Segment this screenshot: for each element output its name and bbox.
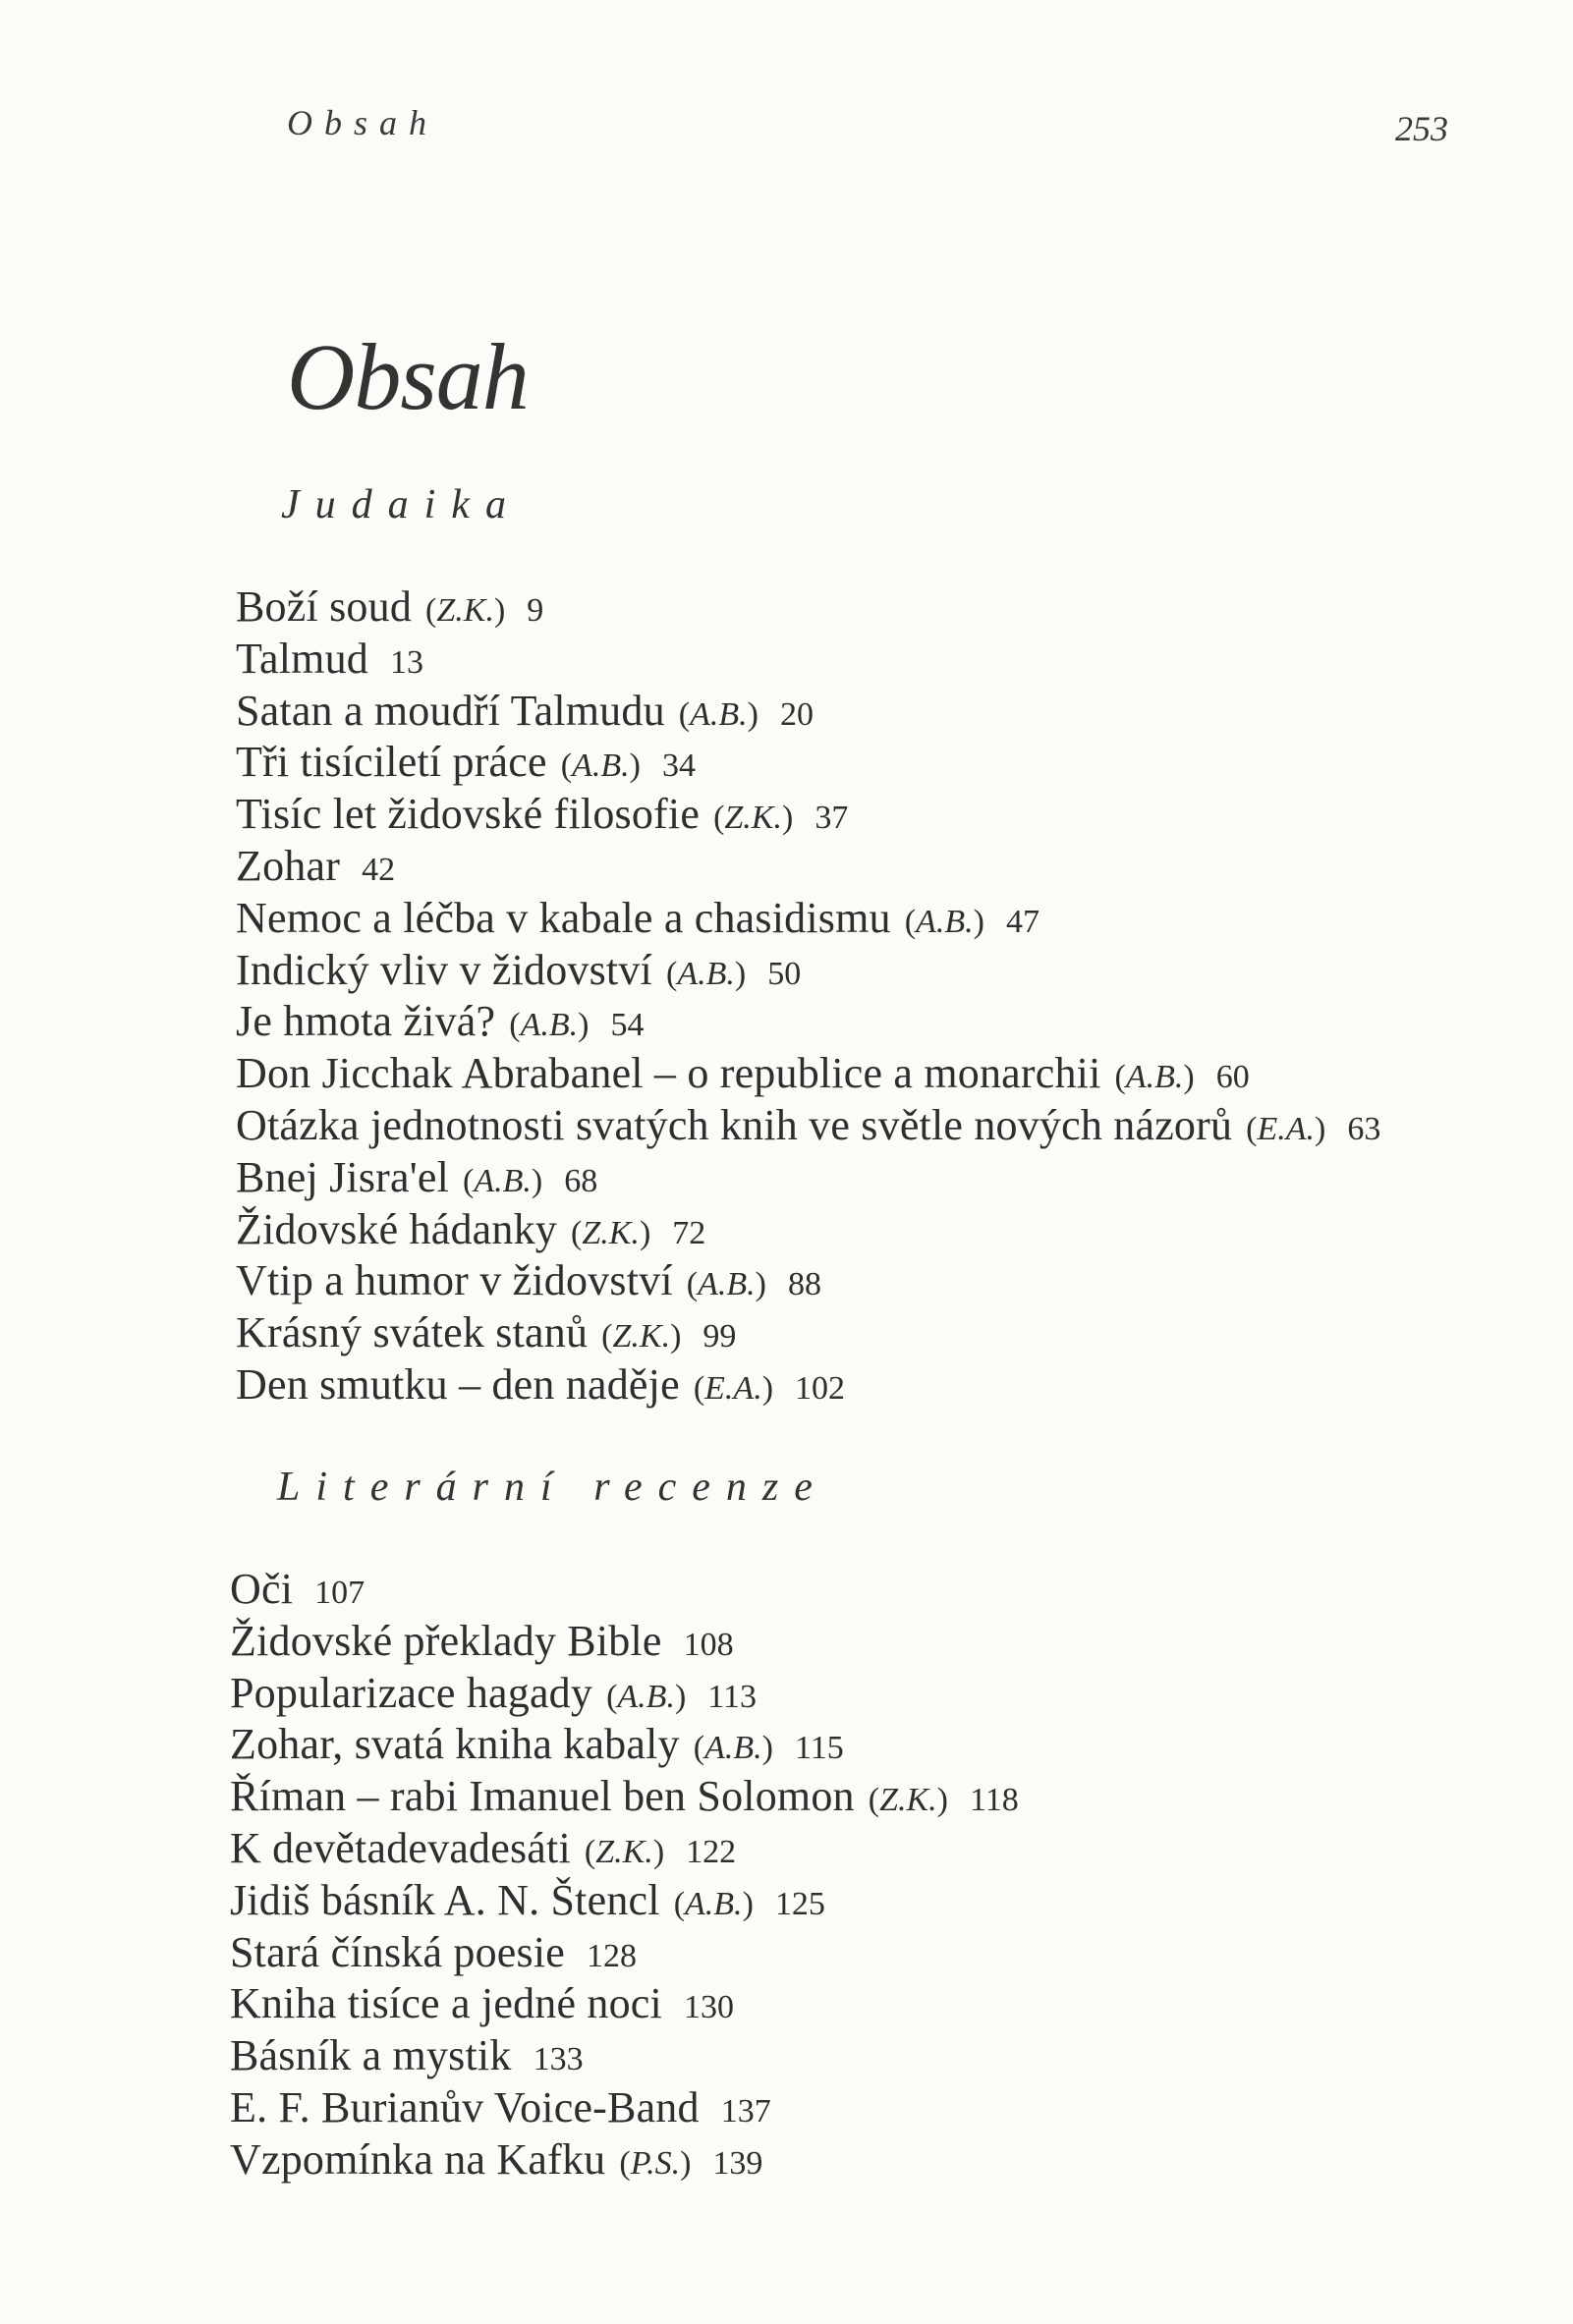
toc-entry-author-wrapper: (Z.K.) [584,1833,665,1870]
toc-entry [236,737,1380,789]
toc-entry-title: Boží soud [236,582,413,631]
toc-entry-title: Stará čínská poesie [230,1927,566,1976]
toc-entry-title: Popularizace hagady [230,1668,593,1717]
toc-entry-author-wrapper: (Z.K.) [425,592,506,629]
toc-entry-author: A.B. [690,695,748,733]
toc-entry [230,1927,1019,1979]
page-title: Obsah [287,324,529,429]
toc-entry-page: 108 [683,1626,734,1663]
toc-entry-author: A.B. [474,1162,532,1199]
toc-entry-author-wrapper: (Z.K.) [571,1214,651,1251]
toc-entry-title: Židovské překlady Bible [230,1616,662,1665]
toc-entry-author-wrapper: (A.B.) [673,1885,754,1922]
toc-entry [230,1668,1019,1720]
toc-entry-title: Je hmota živá? [236,997,496,1046]
toc-entry-title: Vzpomínka na Kafku [230,2134,606,2184]
toc-entry-page: 125 [774,1885,825,1922]
toc-entry-title: Oči [230,1565,294,1613]
toc-entry-page: 63 [1347,1110,1381,1147]
toc-entry [230,2082,1019,2134]
toc-entry-title: Zohar, svatá kniha kabaly [230,1720,680,1769]
toc-entry [236,1048,1380,1100]
toc-entry-page: 133 [533,2041,584,2078]
toc-entry-author-wrapper: (A.B.) [678,695,758,733]
toc-entry-page: 54 [610,1007,645,1044]
toc-entry [230,2030,1019,2082]
toc-entry-title: Don Jicchak Abrabanel – o republice a monarchii [236,1049,1101,1098]
toc-entry-title: K devětadevadesáti [230,1823,571,1872]
toc-list-literarni-recenze [230,1564,1019,2186]
toc-entry-page: 88 [787,1266,821,1303]
toc-entry [230,1719,1019,1771]
toc-entry-title: Tři tisíciletí práce [236,738,547,787]
toc-entry [236,1307,1380,1359]
page-number: 253 [1395,109,1448,148]
toc-entry [236,1359,1380,1411]
toc-entry [236,1255,1380,1307]
toc-entry-author: Z.K. [436,592,494,629]
toc-entry-page: 99 [702,1318,737,1356]
toc-entry-page: 13 [389,643,423,681]
toc-entry-author-wrapper: (Z.K.) [713,800,794,837]
toc-entry-author: A.B. [1125,1059,1184,1096]
toc-entry-title: Tisíc let židovské filosofie [236,790,701,839]
toc-entry-author: A.B. [698,1266,756,1303]
toc-entry [236,686,1380,738]
toc-entry-author: E.A. [1257,1110,1316,1147]
toc-entry-author-wrapper: (A.B.) [606,1678,687,1715]
toc-entry-title: Bnej Jisra'el [236,1152,450,1201]
toc-entry [236,1204,1380,1256]
toc-entry-title: Indický vliv v židovství [236,945,652,994]
toc-entry-page: 137 [720,2092,771,2130]
toc-entry-author: Z.K. [595,1833,653,1870]
toc-list-judaika [236,581,1380,1411]
toc-entry-title: Říman – rabi Imanuel ben Solomon [230,1772,855,1821]
toc-entry-author-wrapper: (E.A.) [693,1369,774,1407]
toc-entry-page: 68 [564,1162,598,1199]
toc-entry [230,1978,1019,2030]
toc-entry-title: E. F. Burianův Voice-Band [230,2082,700,2131]
toc-entry-author: A.B. [916,903,974,940]
toc-entry-title: Vtip a humor v židovství [236,1256,673,1305]
toc-entry-title: Židovské hádanky [236,1204,558,1253]
section-heading-literarni-recenze: Literární recenze [277,1465,828,1510]
toc-entry-page: 34 [661,747,696,785]
toc-entry-page: 113 [707,1678,758,1715]
toc-entry [230,1875,1019,1927]
toc-entry-title: Zohar [236,841,341,890]
toc-entry-page: 9 [527,592,544,629]
toc-entry-author-wrapper: (Z.K.) [601,1318,682,1356]
toc-entry [230,1564,1019,1616]
running-head: Obsah [287,103,439,142]
toc-entry-author-wrapper: (A.B.) [509,1007,590,1044]
toc-entry-author-wrapper: (A.B.) [904,903,984,940]
toc-entry-title: Den smutku – den naděje [236,1359,680,1409]
toc-entry-author: A.B. [704,1730,762,1767]
toc-entry-author: A.B. [685,1885,743,1922]
toc-entry-author: A.B. [520,1007,579,1044]
toc-entry [236,789,1380,841]
toc-entry-page: 118 [970,1782,1019,1819]
toc-entry-author-wrapper: (A.B.) [693,1730,773,1767]
toc-entry-title: Nemoc a léčba v kabale a chasidismu [236,893,891,942]
toc-entry-page: 47 [1005,903,1039,940]
toc-entry-title: Jidiš básník A. N. Štencl [230,1875,660,1924]
toc-entry-author-wrapper: (E.A.) [1246,1110,1326,1147]
toc-entry-title: Krásný svátek stanů [236,1308,589,1357]
toc-entry [236,841,1380,893]
toc-entry-page: 37 [815,800,849,837]
toc-entry [230,1823,1019,1875]
toc-entry [230,1616,1019,1668]
toc-entry-author-wrapper: (A.B.) [686,1266,766,1303]
toc-entry-page: 115 [794,1730,844,1767]
toc-entry-page: 122 [686,1833,737,1870]
toc-entry-author-wrapper: (A.B.) [560,747,641,785]
toc-entry-author: P.S. [630,2144,681,2182]
toc-entry-page: 102 [795,1369,846,1407]
toc-entry-author-wrapper: (A.B.) [463,1162,543,1199]
toc-entry [236,634,1380,686]
toc-entry-page: 60 [1215,1059,1250,1096]
toc-entry-title: Satan a moudří Talmudu [236,686,665,735]
toc-entry [230,1771,1019,1823]
toc-entry-page: 72 [672,1214,706,1251]
toc-entry-title: Otázka jednotnosti svatých knih ve světle nových názorů [236,1100,1233,1149]
toc-entry-title: Talmud [236,634,368,683]
toc-entry-author: E.A. [704,1369,762,1407]
toc-entry-page: 42 [362,851,396,888]
toc-entry-page: 139 [712,2144,763,2182]
toc-entry-page: 50 [767,955,802,992]
toc-entry [230,2134,1019,2186]
toc-entry-author: A.B. [572,747,630,785]
toc-entry-author-wrapper: (Z.K.) [868,1782,948,1819]
toc-entry [236,1152,1380,1204]
toc-entry-author: A.B. [617,1678,675,1715]
toc-entry-author-wrapper: (P.S.) [619,2144,692,2182]
toc-entry-page: 107 [314,1575,365,1611]
toc-entry [236,581,1380,634]
toc-entry-author: Z.K. [724,800,782,837]
toc-entry [236,1100,1380,1152]
toc-entry-author: A.B. [677,955,735,992]
toc-entry-title: Kniha tisíce a jedné noci [230,1979,662,2028]
section-heading-judaika: Judaika [281,482,522,527]
toc-entry [236,893,1380,945]
toc-entry [236,945,1380,997]
toc-entry-author: Z.K. [582,1214,640,1251]
toc-entry-author-wrapper: (A.B.) [1114,1059,1195,1096]
toc-entry-title: Básník a mystik [230,2031,512,2080]
toc-entry [236,996,1380,1048]
toc-entry-page: 20 [779,695,814,733]
toc-entry-author: Z.K. [879,1782,937,1819]
toc-entry-page: 130 [683,1989,734,2026]
toc-entry-author: Z.K. [612,1318,671,1356]
toc-entry-author-wrapper: (A.B.) [665,955,747,992]
toc-entry-page: 128 [587,1937,638,1974]
